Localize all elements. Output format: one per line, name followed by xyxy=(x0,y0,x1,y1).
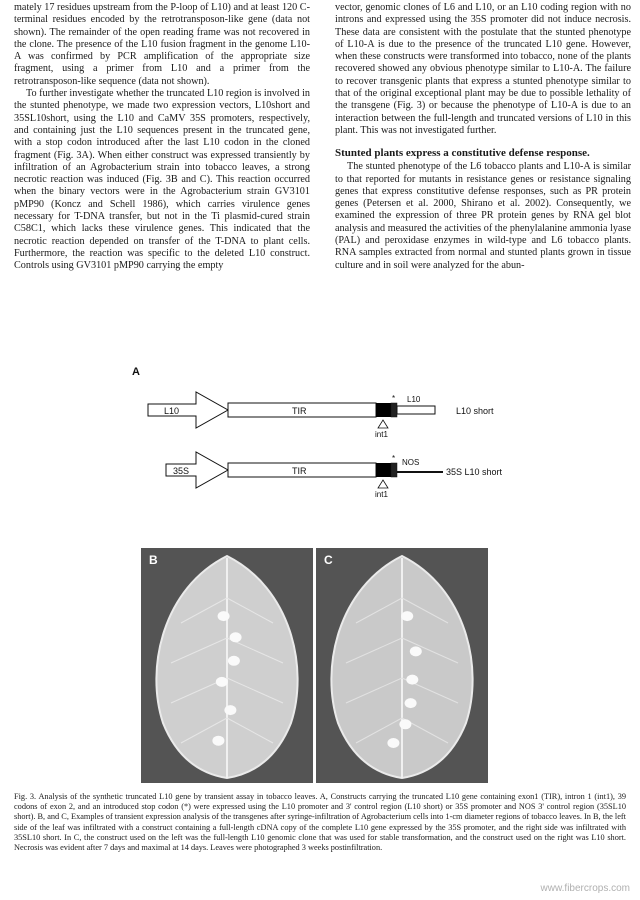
leaf-b-necrotic-spot xyxy=(218,611,230,621)
leaf-c-necrotic-spot xyxy=(410,646,422,656)
panel-a-label: A xyxy=(132,366,140,378)
section-heading: Stunted plants express a constitutive defense response. xyxy=(335,147,590,160)
watermark: www.fibercrops.com xyxy=(540,883,630,894)
intron-block xyxy=(376,403,391,417)
panel-c-label: C xyxy=(324,553,333,567)
leaf-c-necrotic-spot xyxy=(405,698,417,708)
left-text-column xyxy=(14,2,310,273)
leaf-b-necrotic-spot xyxy=(228,656,240,666)
tir-label-2: TIR xyxy=(292,466,307,476)
right-paragraph-1: vector, genomic clones of L6 and L10, or an L10 coding region with no introns and expressed using the 35S promoter did not induce necrosis. These data are consistent with the postulate that the stunted phenotype of L10-A is due to the presence of the truncated L10 gene. However, when these constructs were transformed into tobacco, none of the plants recovered showed any obvious phenotype similar to L10-A. The failure to recover transgenic plants that express a stunted phenotype similar to that of the original exceptional plant may be due to possible lethality of the transgene (Fig. 3) or because the phenotype of L10-A is due to an interaction between the full-length and truncated versions of L10 in this plant. This was not investigated further. xyxy=(335,2,631,136)
stop-codon-marker: * xyxy=(392,394,396,403)
construct2-name: 35S L10 short xyxy=(446,467,503,477)
left-paragraph-1: mately 17 residues upstream from the P-loop of L10) and at least 120 C-terminal residues encoded by the retrotransposon-like gene (data not shown). The remainder of the open reading frame was not recovered in the clone. The presence of the L10 fusion fragment in the genome L10-A was confirmed by PCR amplification of the appropriate size fragment, using a primer from L10 and a primer from the retrotransposon-like sequence (data not shown). xyxy=(14,2,310,87)
right-paragraph-2: The stunted phenotype of the L6 tobacco plants and L10-A is similar to that reported for mutants in resistance genes or resistance signaling genes that express constitutive defense responses, such as PR protein genes (Petersen et al. 2000, Shirano et al. 2002). Consequently, we examined the expression of three PR protein genes by RNA gel blot analysis and measured the activities of the phenylalanine ammonia lyase (PAL) and peroxidase enzymes in wild-type and L6 tobacco plants. RNA samples extracted from normal and stunted plants grown in tissue culture and in soil were analyzed for the abun- xyxy=(335,161,631,271)
panel-b-label: B xyxy=(149,553,158,567)
leaf-b-necrotic-spot xyxy=(212,736,224,746)
construct1-name: L10 short xyxy=(456,406,494,416)
tir-label: TIR xyxy=(292,406,307,416)
figure-3a-construct-diagram xyxy=(118,362,518,522)
leaf-c-necrotic-spot xyxy=(406,675,418,685)
construct-35s-l10-short xyxy=(166,452,503,499)
right-text-column xyxy=(335,2,631,272)
leaf-b-graphic xyxy=(141,548,313,783)
leaf-photo-panel-c xyxy=(316,548,488,783)
intron-label-2: int1 xyxy=(375,490,388,499)
stop-codon-marker-2: * xyxy=(392,454,396,463)
nos-label: NOS xyxy=(402,458,420,467)
leaf-c-necrotic-spot xyxy=(399,719,411,729)
leaf-b-necrotic-spot xyxy=(230,632,242,642)
leaf-photo-panel-b xyxy=(141,548,313,783)
leaf-b-necrotic-spot xyxy=(224,705,236,715)
intron-label: int1 xyxy=(375,430,388,439)
intron-triangle xyxy=(378,420,388,428)
exon2-block xyxy=(391,403,397,417)
left-paragraph-2: To further investigate whether the truncated L10 region is involved in the stunted phenotype, we made two expression vectors, L10short and 35SL10short, using the L10 and CaMV 35S promoters, respectively, and containing just the L10 sequences present in the truncated gene, with a stop codon introduced after the last L10 codon in the cloned fragment (Fig. 3A). When either construct was expressed transiently by infiltration of an Agrobacterium strain into tobacco leaves, a strong necrotic reaction was induced (Fig. 3B and C). This reaction occurred when the binary vectors were in the Agrobacterium strain GV3101 pMP90 (Koncz and Schell 1986), which carries virulence genes necessary for T-DNA transfer, but not in the Ti plasmid-cured strain C58C1, which lacks these virulence genes. This indicated that the necrotic reaction depended on transfer of the T-DNA to plant cells. Furthermore, the reaction was specific to the deleted L10 construct. Controls using GV3101 pMP90 carrying the empty xyxy=(14,88,310,272)
l10-promoter-arrow xyxy=(148,392,228,428)
l10-tail-label: L10 xyxy=(407,395,421,404)
leaf-c-graphic xyxy=(316,548,488,783)
leaf-c-necrotic-spot xyxy=(401,611,413,621)
exon2-block-2 xyxy=(391,463,397,477)
leaf-b-necrotic-spot xyxy=(216,677,228,687)
leaf-c-necrotic-spot xyxy=(387,738,399,748)
l10-3prime-region xyxy=(397,406,435,414)
l10-promoter-label: L10 xyxy=(164,406,180,416)
construct-l10-short xyxy=(148,392,494,439)
figure-caption: Fig. 3. Analysis of the synthetic truncated L10 gene by transient assay in tobacco leaves. A, Constructs carrying the truncated L10 gene containing exon1 (TIR), intron 1 (int1), 39 codons of exon 2, and an introduced stop codon (*) were expressed using the L10 promoter and 3' control region (L10 short) or 35S promoter and NOS 3' control region (35SL10 short). B, and C, Examples of transient expression analysis of the transgenes after syringe-infiltration of Agrobacterium cells into 1-cm diameter regions of tobacco leaves. In B, the left side of the leaf was infiltrated with a construct containing a full-length cDNA copy of the complete L10 gene expressed by the 35S promoter, and the right side was infiltrated with 35SL10 short. In C, the construct used on the left was the full-length L10 genomic clone that was used for stable transformation, and the construct used on the right was L10 short. Necrosis was evident after 7 days and maximal at 14 days. Leaves were photographed 3 weeks postinfiltration. xyxy=(14,792,626,853)
intron-triangle-2 xyxy=(378,480,388,488)
35s-promoter-label: 35S xyxy=(173,466,190,476)
intron-block-2 xyxy=(376,463,391,477)
